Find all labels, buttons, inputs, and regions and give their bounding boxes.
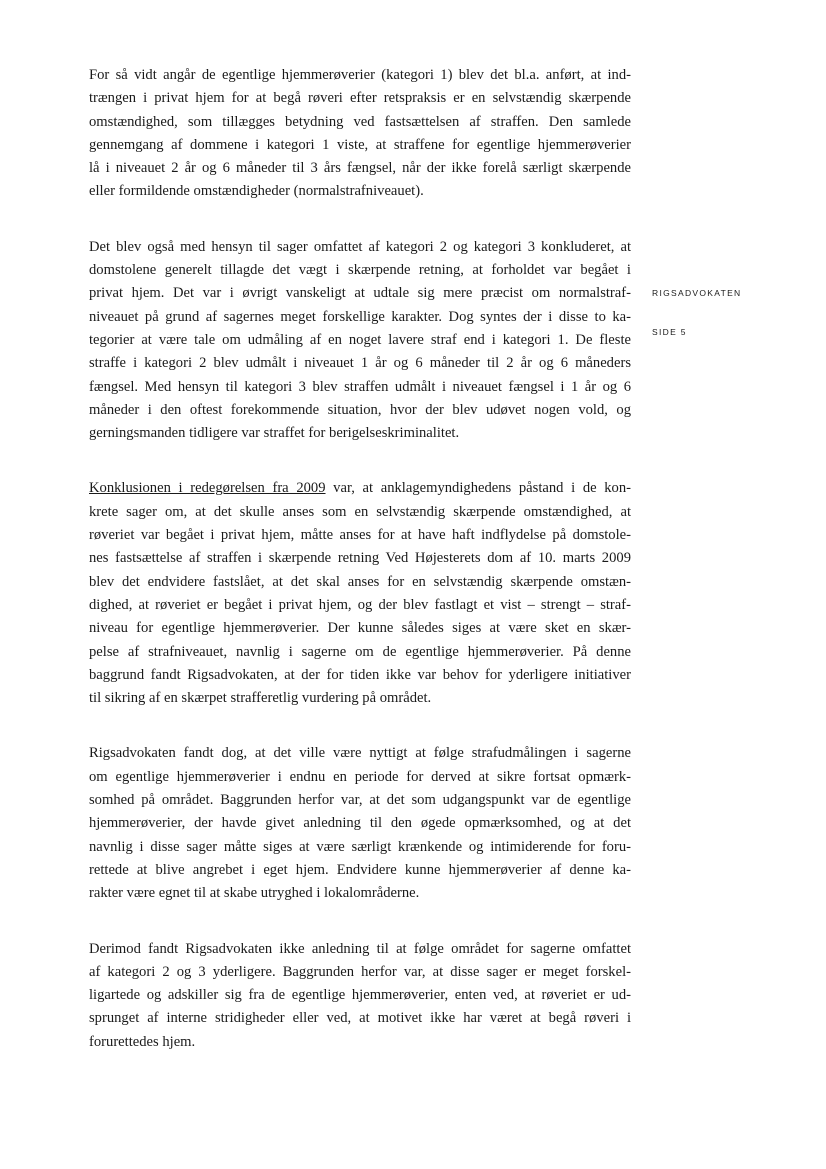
text-line: rettede at blive angrebet i eget hjem. Endvidere kunne hjemmerøverier af denne ka- <box>89 861 631 878</box>
text-line: Rigsadvokaten fandt dog, at det ville være nyttigt at følge strafudmålingen i sagerne <box>89 745 631 762</box>
text-line: For så vidt angår de egentlige hjemmerøverier (kategori 1) blev det bl.a. anført, at ind- <box>89 67 631 83</box>
body-text <box>89 64 631 1086</box>
text-line: af kategori 2 og 3 yderligere. Baggrunden herfor var, at disse sager er meget forskel- <box>89 963 631 980</box>
text-line: rakter være egnet til at skabe utryghed i lokalområderne. <box>89 885 420 902</box>
text-line <box>89 477 631 500</box>
text-line: gerningsmanden tidligere var straffet for berigelseskriminalitet. <box>89 425 460 442</box>
text-line: måneder i den oftest forekommende situation, hvor der blev udøvet nogen vold, og <box>89 401 631 418</box>
text-line: dighed, at røveriet er begået i privat hjem, og der blev fastlagt et vist – strengt – straf- <box>89 596 631 613</box>
text-line: gennemgang af dommene i kategori 1 viste, at straffene for egentlige hjemmerøverier <box>89 136 631 153</box>
text-line: forurettedes hjem. <box>89 1033 196 1050</box>
text-line: blev det endvidere fastslået, at det skal anses for en selvstændig skærpende omstæn- <box>89 573 631 590</box>
paragraph-4 <box>89 742 631 905</box>
sidebar-page-number: SIDE 5 <box>652 327 687 337</box>
sidebar-organization: RIGSADVOKATEN <box>652 288 742 298</box>
text-line: om egentlige hjemmerøverier i endnu en periode for derved at sikre fortsat opmærk- <box>89 768 631 785</box>
text-line: pelse af strafniveauet, navnlig i sagerne om de egentlige hjemmerøverier. På denne <box>89 643 631 660</box>
text-line: niveauet på grund af sagernes meget forskellige karakter. Dog syntes der i disse to ka- <box>89 308 631 325</box>
text-line: fængsel. Med hensyn til kategori 3 blev straffen udmålt i niveauet fængsel i 1 år og 6 <box>89 378 631 395</box>
text-line: omstændighed, som tillægges betydning ved fastsættelsen af straffen. Den samlede <box>89 113 631 130</box>
text-line: niveau for egentlige hjemmerøverier. Der kunne således siges at være sket en skær- <box>89 620 631 637</box>
text-line: eller formildende omstændigheder (normalstrafniveauet). <box>89 183 424 200</box>
text-line: krete sager om, at det skulle anses som en selvstændig skærpende omstændighed, at <box>89 503 631 520</box>
paragraph-1 <box>89 64 631 204</box>
text-line: lå i niveauet 2 år og 6 måneder til 3 års fængsel, når der ikke forelå særligt skærpende <box>89 160 631 177</box>
text-line: nes fastsættelse af straffen i skærpende retning Ved Højesterets dom af 10. marts 2009 <box>89 550 631 567</box>
underlined-reference: Konklusionen i redegørelsen fra 2009 <box>89 480 326 497</box>
paragraph-5 <box>89 938 631 1054</box>
text-line: til sikring af en skærpet strafferetlig vurdering på området. <box>89 690 432 707</box>
text-line: Det blev også med hensyn til sager omfattet af kategori 2 og kategori 3 konkluderet, at <box>89 238 631 255</box>
text-line: ligartede og adskiller sig fra de egentlige hjemmerøverier, enten ved, at røveriet er ud- <box>89 987 631 1004</box>
text-line: baggrund fandt Rigsadvokaten, at der for tiden ikke var behov for yderligere initiativer <box>89 666 631 683</box>
text-line: domstolene generelt tillagde det vægt i skærpende retning, at forholdet var begået i <box>89 262 631 279</box>
text-line: navnlig i disse sager måtte siges at være særligt krænkende og intimiderende for foru- <box>89 838 631 855</box>
text-line: sprunget af interne stridigheder eller ved, at motivet ikke har været at begå røveri i <box>89 1010 631 1027</box>
paragraph-3 <box>89 477 631 710</box>
text-line: trængen i privat hjem for at begå røveri efter retspraksis er en selvstændig skærpende <box>89 90 631 107</box>
text-line: tegorier at være tale om udmåling af en noget lavere straf end i kategori 1. De fleste <box>89 331 631 348</box>
paragraph-2 <box>89 236 631 446</box>
text-span: var, at anklagemyndighedens påstand i de kon- <box>325 480 631 497</box>
text-line: straffe i kategori 2 blev udmålt i niveauet 1 år og 6 måneder til 2 år og 6 måneders <box>89 355 631 372</box>
text-line: røveriet var begået i privat hjem, måtte anses for at have haft indflydelse på domstole- <box>89 527 631 544</box>
text-line: privat hjem. Det var i øvrigt vanskeligt at udtale sig mere præcist om normalstraf- <box>89 285 631 302</box>
text-line: somhed på området. Baggrunden herfor var, at det som udgangspunkt var de egentlige <box>89 792 631 809</box>
text-line: Derimod fandt Rigsadvokaten ikke anledning til at følge området for sagerne omfattet <box>89 940 631 957</box>
text-line: hjemmerøverier, der havde givet anledning til den øgede opmærksomhed, og at det <box>89 815 631 832</box>
